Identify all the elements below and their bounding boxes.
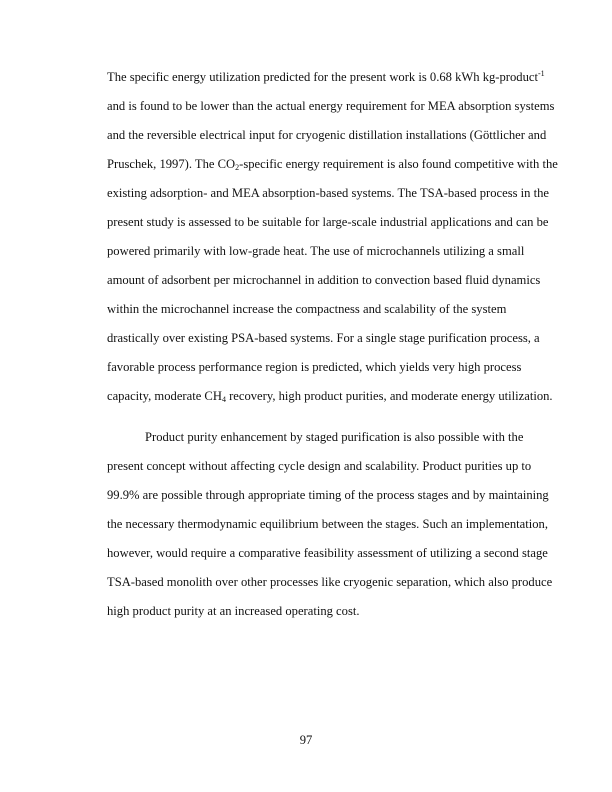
text-line: powered primarily with low-grade heat. The use of microchannels utilizing a small xyxy=(107,244,525,258)
subscript: 2 xyxy=(235,163,240,172)
text-line: drastically over existing PSA-based systems. For a single stage purification process, a xyxy=(107,331,540,345)
text-line: TSA-based monolith over other processes like cryogenic separation, which also produce xyxy=(107,575,553,589)
text: capacity, moderate CH xyxy=(107,389,222,403)
text-line: high product purity at an increased operating cost. xyxy=(107,604,360,618)
page-number: 97 xyxy=(299,733,313,747)
text-line: the necessary thermodynamic equilibrium between the stages. Such an implementation, xyxy=(107,517,549,531)
text-line: existing adsorption- and MEA absorption-based systems. The TSA-based process in the xyxy=(107,186,549,200)
text-line: however, would require a comparative feasibility assessment of utilizing a second stage xyxy=(107,546,548,560)
superscript: -1 xyxy=(537,69,545,78)
text: The specific energy utilization predicted for the present work is 0.68 kWh kg-product xyxy=(107,70,538,84)
text-line: and is found to be lower than the actual energy requirement for MEA absorption systems xyxy=(107,99,555,113)
text-line: amount of adsorbent per microchannel in addition to convection based fluid dynamics xyxy=(107,273,541,287)
text-line: present study is assessed to be suitable for large-scale industrial applications and can be xyxy=(107,215,549,229)
text: Pruschek, 1997). The CO xyxy=(107,157,236,171)
text: recovery, high product purities, and moderate energy utilization. xyxy=(225,389,553,403)
text: -specific energy requirement is also found competitive with the xyxy=(239,157,558,171)
text-line: within the microchannel increase the compactness and scalability of the system xyxy=(107,302,507,316)
text-line: and the reversible electrical input for cryogenic distillation installations (Göttlicher and xyxy=(107,128,547,142)
text-line xyxy=(107,69,545,85)
text-line: present concept without affecting cycle design and scalability. Product purities up to xyxy=(107,459,532,473)
subscript: 4 xyxy=(221,395,226,404)
text-line: favorable process performance region is predicted, which yields very high process xyxy=(107,360,522,374)
text-line xyxy=(107,156,558,172)
text-line xyxy=(107,388,553,404)
text-line: Product purity enhancement by staged purification is also possible with the xyxy=(145,430,524,444)
text-line: 99.9% are possible through appropriate timing of the process stages and by maintaining xyxy=(107,488,549,502)
